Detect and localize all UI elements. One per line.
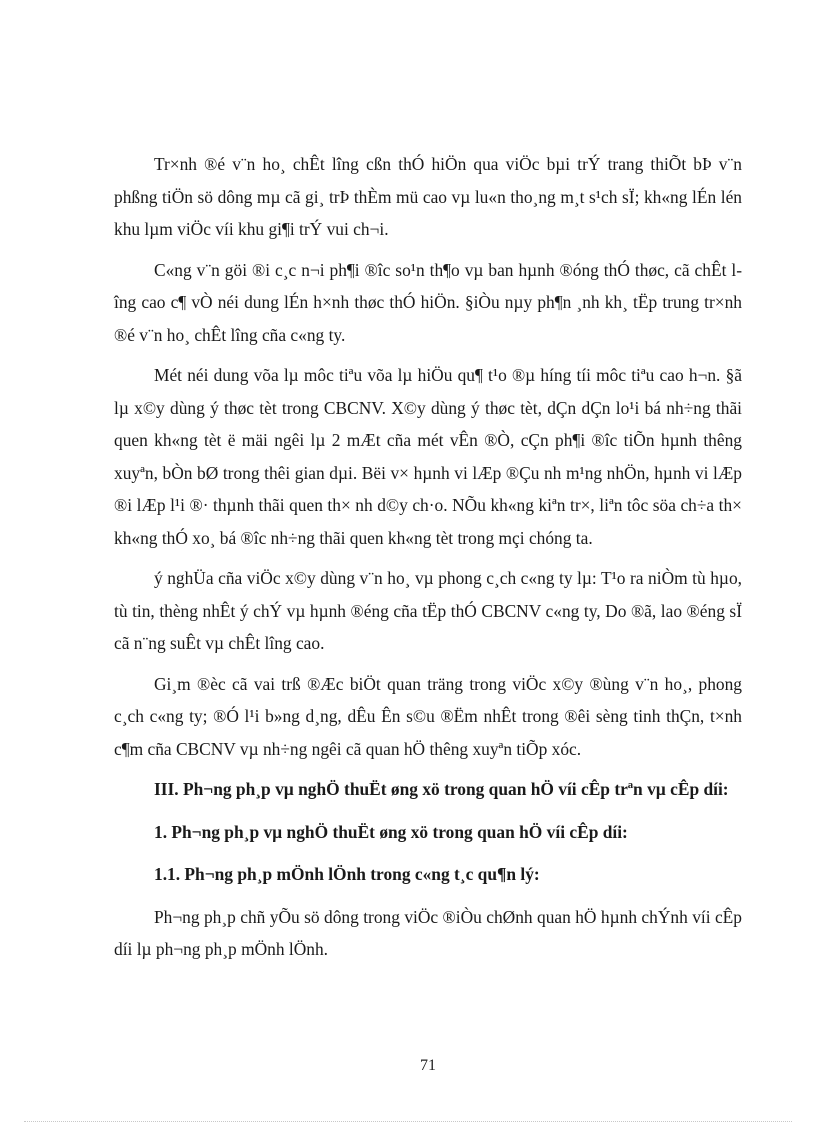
heading-section-1-1: 1.1. Ph¬ng ph¸p mÖnh lÖnh trong c«ng t¸c qu¶n lý: (154, 864, 540, 884)
heading-section-1: 1. Ph¬ng ph¸p vµ nghÖ thuËt øng xö trong quan hÖ víi cÊp díi: (154, 821, 628, 842)
heading-section-iii: III. Ph¬ng ph¸p vµ nghÖ thuËt øng xö trong quan hÖ víi cÊp trªn vµ cÊp díi: (154, 779, 729, 799)
paragraph-meaning-of-culture: ý nghÜa cña viÖc x©y dùng v¨n ho¸ vµ phong c¸ch c«ng ty lµ: T¹o ra niÒm tù hµo, tù tin, thèng nhÊt ý chÝ vµ hµnh ®éng cña tËp thÓ CBCNV c«ng ty, Do ®ã, lao ®éng sÏ cã n¨ng suÊt vµ chÊt lîng cao. (114, 568, 742, 653)
paragraph-command-method: Ph¬ng ph¸p chñ yÕu sö dông trong viÖc ®iÒu chØnh quan hÖ hµnh chÝnh víi cÊp díi lµ ph¬ng ph¸p mÖnh lÖnh. (114, 906, 742, 959)
page-body (114, 148, 742, 974)
paragraph-director-role: Gi¸m ®èc cã vai trß ®Æc biÖt quan träng trong viÖc x©y ®ùng v¨n ho¸, phong c¸ch c«ng ty; ®Ó l¹i b»ng d¸ng, dÊu Ên s©u ®Ëm nhÊt trong ®êi sèng tinh thÇn, t×nh c¶m cña CBCNV vµ nh÷ng ngêi cã quan hÖ thêng xuyªn tiÕp xóc. (114, 673, 742, 759)
page-number: 71 (420, 1057, 436, 1074)
paragraph-official-documents: C«ng v¨n göi ®i c¸c n¬i ph¶i ®îc so¹n th¶o vµ ban hµnh ®óng thÓ thøc, cã chÊt lîng cao c¶ vÒ néi dung lÉn h×nh thøc thÓ hiÖn. §iÒu nµy ph¶n ¸nh kh¸ tËp trung tr×nh ®é v¨n ho¸ chÊt lîng cña c«ng ty. (114, 259, 742, 345)
paragraph-good-awareness: Mét néi dung võa lµ môc tiªu võa lµ hiÖu qu¶ t¹o ®µ híng tíi môc tiªu cao h¬n. §ã lµ x©y dùng ý thøc tèt trong CBCNV. X©y dùng ý thøc tèt, dÇn dÇn lo¹i bá nh÷ng thãi quen kh«ng tèt ë mäi ngêi lµ 2 mÆt cña mét vÊn ®Ò, cÇn ph¶i ®îc tiÕn hµnh thêng xuyªn, bÒn bØ trong thêi gian dµi. Bëi v× hµnh vi lÆp ®Çu nh m¹ng nhÖn, hµnh vi lÆp ®i lÆp l¹i ®· thµnh thãi quen th× nh d©y ch·o. NÕu kh«ng kiªn tr×, liªn tôc söa ch÷a th× kh«ng thÓ xo¸ bá ®îc nh÷ng thãi quen kh«ng tèt trong mçi chóng ta. (114, 365, 742, 548)
paragraph-culture-quality: Tr×nh ®é v¨n ho¸ chÊt lîng cßn thÓ hiÖn qua viÖc bµi trÝ trang thiÕt bÞ v¨n phßng tiÖn sö dông mµ cã gi¸ trÞ thÈm mü cao vµ lu«n tho¸ng m¸t s¹ch sÏ; kh«ng lÉn lén khu lµm viÖc víi khu gi¶i trÝ vui ch¬i. (114, 154, 742, 239)
page-bottom-divider (24, 1121, 792, 1122)
